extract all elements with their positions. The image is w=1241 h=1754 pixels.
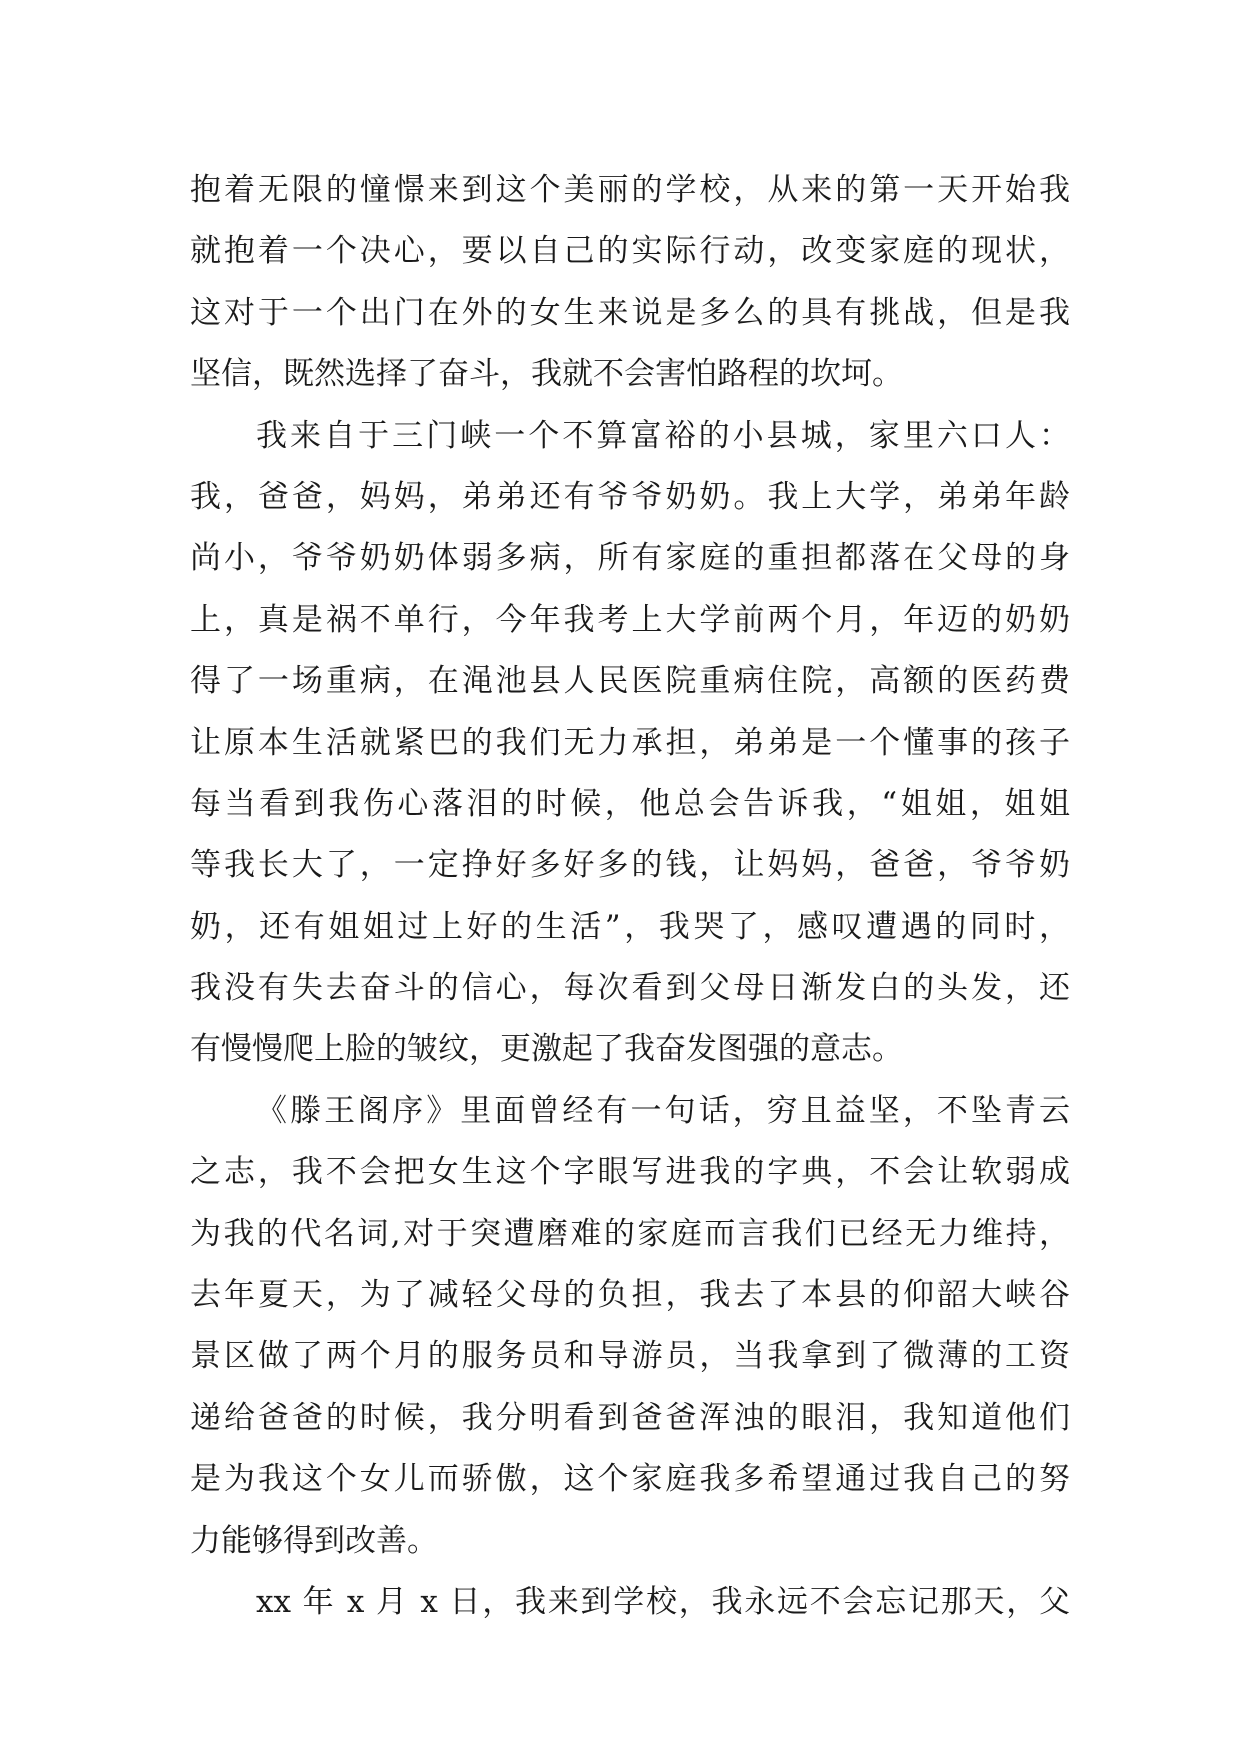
text-line: 去年夏天，为了减轻父母的负担，我去了本县的仰韶大峡谷 — [190, 1277, 1070, 1314]
text-line: xx 年 x 月 x 日，我来到学校，我永远不会忘记那天，父 — [256, 1583, 1070, 1620]
text-line: 每当看到我伤心落泪的时候，他总会告诉我，“姐姐，姐姐 — [190, 785, 1070, 822]
text-line: 我来自于三门峡一个不算富裕的小县城，家里六口人： — [256, 417, 1070, 454]
paragraph-2 — [190, 406, 1070, 1081]
text-line: 尚小，爷爷奶奶体弱多病，所有家庭的重担都落在父母的身 — [190, 540, 1070, 577]
paragraph-4 — [190, 1572, 1070, 1633]
text-line: 力能够得到改善。 — [190, 1522, 438, 1559]
text-line: 抱着无限的憧憬来到这个美丽的学校，从来的第一天开始我 — [190, 172, 1070, 208]
text-line: 之志，我不会把女生这个字眼写进我的字典，不会让软弱成 — [190, 1154, 1070, 1191]
paragraph-1 — [190, 160, 1070, 406]
text-line: 我，爸爸，妈妈，弟弟还有爷爷奶奶。我上大学，弟弟年龄 — [190, 478, 1070, 515]
text-line: 让原本生活就紧巴的我们无力承担，弟弟是一个懂事的孩子 — [190, 724, 1070, 761]
text-line: 我没有失去奋斗的信心，每次看到父母日渐发白的头发，还 — [190, 970, 1070, 1007]
text-line: 奶，还有姐姐过上好的生活”，我哭了，感叹遭遇的同时， — [190, 908, 1070, 945]
text-line: 有慢慢爬上脸的皱纹，更激起了我奋发图强的意志。 — [190, 1031, 903, 1068]
text-line: 这对于一个出门在外的女生来说是多么的具有挑战，但是我 — [190, 294, 1070, 331]
text-line: 景区做了两个月的服务员和导游员，当我拿到了微薄的工资 — [190, 1338, 1070, 1375]
text-line: 得了一场重病，在渑池县人民医院重病住院，高额的医药费 — [190, 663, 1070, 700]
text-line: 等我长大了，一定挣好多好多的钱，让妈妈，爸爸，爷爷奶 — [190, 847, 1070, 884]
text-line: 递给爸爸的时候，我分明看到爸爸浑浊的眼泪，我知道他们 — [190, 1399, 1070, 1436]
text-line: 上，真是祸不单行，今年我考上大学前两个月，年迈的奶奶 — [190, 601, 1070, 638]
body-text — [190, 160, 1070, 1633]
text-line: 是为我这个女儿而骄傲，这个家庭我多希望通过我自己的努 — [190, 1461, 1070, 1498]
paragraph-3 — [190, 1081, 1070, 1572]
text-line: 就抱着一个决心，要以自己的实际行动，改变家庭的现状， — [190, 233, 1070, 270]
text-line: 坚信，既然选择了奋斗，我就不会害怕路程的坎坷。 — [190, 356, 903, 393]
text-line: 《滕王阁序》里面曾经有一句话，穷且益坚，不坠青云 — [256, 1092, 1070, 1129]
text-line: 为我的代名词,对于突遭磨难的家庭而言我们已经无力维持， — [190, 1215, 1070, 1252]
